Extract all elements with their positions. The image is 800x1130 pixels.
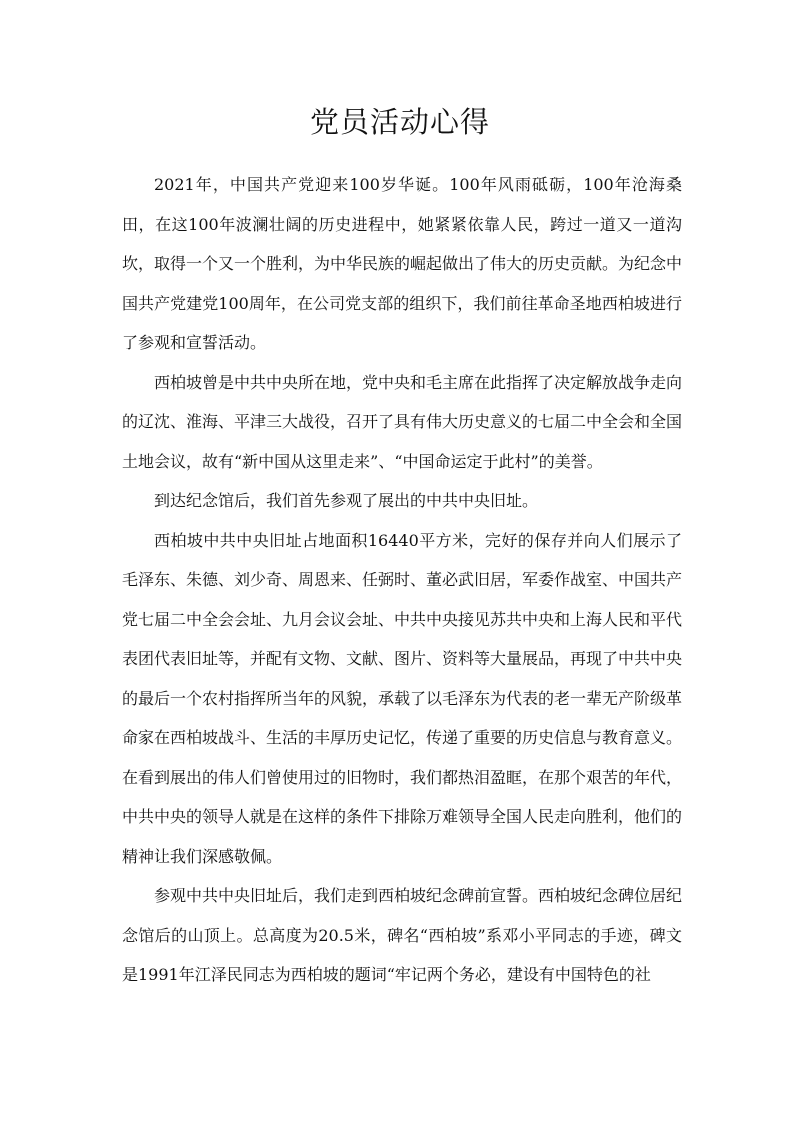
paragraph-arrival: 到达纪念馆后，我们首先参观了展出的中共中央旧址。 (154, 491, 539, 510)
document-body (122, 165, 682, 995)
paragraph-xibaipo-history: 西柏坡曾是中共中央所在地，党中央和毛主席在此指挥了决定解放战争走向的辽沈、淮海、平津三大战役，召开了具有伟大历史意义的七届二中全会和全国土地会议，故有“新中国从这里走来”、“中国命运定于此村”的美誉。 (122, 372, 683, 471)
document-title: 党员活动心得 (309, 105, 490, 139)
paragraph-intro: 2021年，中国共产党迎来100岁华诞。100年风雨砥砺，100年沧海桑田，在这100年波澜壮阔的历史进程中，她紧紧依靠人民，跨过一道又一道沟坎，取得一个又一个胜利，为中华民族的崛起做出了伟大的历史贡献。为纪念中国共产党建党100周年，在公司党支部的组织下，我们前往革命圣地西柏坡进行了参观和宣誓活动。 (122, 175, 683, 352)
paragraph-headquarters-site: 西柏坡中共中央旧址占地面积16440平方米，完好的保存并向人们展示了毛泽东、朱德、刘少奇、周恩来、任弼时、董必武旧居，军委作战室、中国共产党七届二中全会会址、九月会议会址、中共中央接见苏共中央和上海人民和平代表团代表旧址等，并配有文物、文献、图片、资料等大量展品，再现了中共中央的最后一个农村指挥所当年的风貌，承载了以毛泽东为代表的老一辈无产阶级革命家在西柏坡战斗、生活的丰厚历史记忆，传递了重要的历史信息与教育意义。在看到展出的伟人们曾使用过的旧物时，我们都热泪盈眶，在那个艰苦的年代，中共中央的领导人就是在这样的条件下排除万难领导全国人民走向胜利，他们的精神让我们深感敬佩。 (122, 530, 683, 866)
paragraph-monument-oath: 参观中共中央旧址后，我们走到西柏坡纪念碑前宣誓。西柏坡纪念碑位居纪念馆后的山顶上。总高度为20.5米，碑名“西柏坡”系邓小平同志的手迹，碑文是1991年江泽民同志为西柏坡的题词“牢记两个务必，建设有中国特色的社 (122, 886, 683, 984)
